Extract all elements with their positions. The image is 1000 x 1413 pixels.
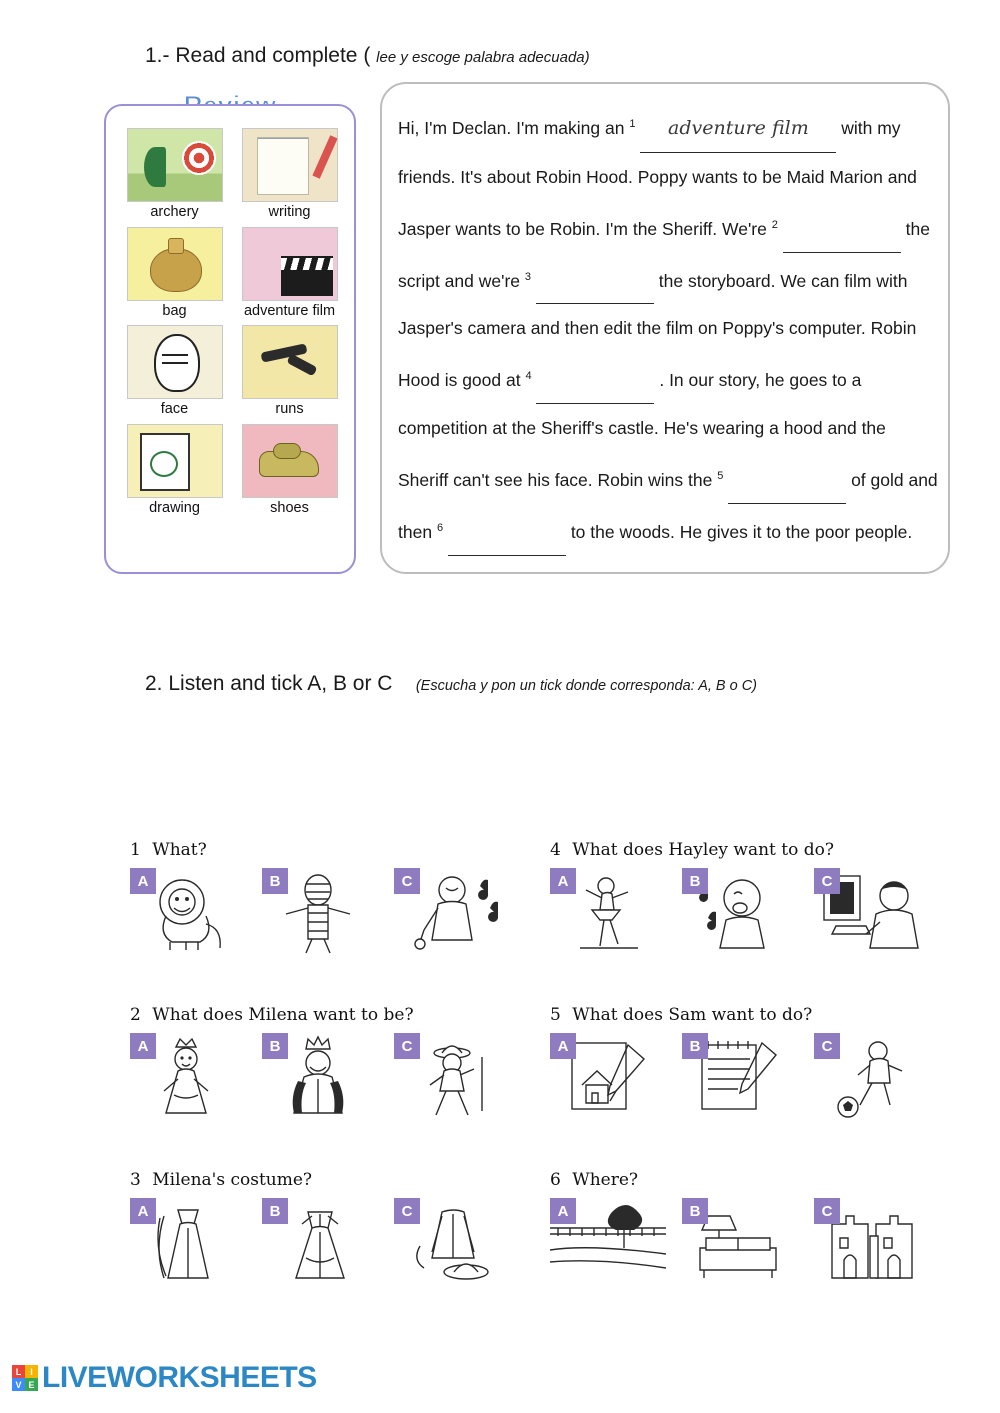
blank-4-number: 4 bbox=[525, 370, 532, 383]
word-bank-grid bbox=[122, 128, 342, 517]
text-segment-6: of gold and then bbox=[398, 470, 938, 542]
option-letter[interactable]: A bbox=[550, 868, 576, 894]
option-letter[interactable]: B bbox=[682, 868, 708, 894]
blank-1-number: 1 bbox=[629, 118, 636, 130]
question-block-2 bbox=[130, 1005, 520, 1121]
exercise-1-hint: lee y escoge palabra adecuada) bbox=[376, 49, 590, 66]
option-c[interactable] bbox=[814, 868, 930, 956]
drawing-icon bbox=[127, 424, 223, 498]
question-number: 6 bbox=[550, 1170, 561, 1190]
option-a[interactable] bbox=[550, 868, 666, 956]
option-letter[interactable]: B bbox=[682, 1198, 708, 1224]
option-a[interactable] bbox=[130, 1198, 246, 1286]
question-title bbox=[550, 840, 940, 860]
question-block-1 bbox=[130, 840, 520, 956]
bag-icon bbox=[127, 227, 223, 301]
option-b[interactable] bbox=[682, 1198, 798, 1286]
question-block-5 bbox=[550, 1005, 940, 1121]
word-bank-item[interactable] bbox=[122, 424, 227, 517]
word-bank-item[interactable] bbox=[237, 227, 342, 320]
word-bank-item[interactable] bbox=[122, 325, 227, 418]
option-row bbox=[550, 1033, 940, 1121]
text-segment-2: with my friends. It's about Robin Hood. Poppy wants to be Maid Marion and Jasper wants to be Robin. I'm the Sheriff. We're bbox=[398, 117, 917, 239]
question-number: 4 bbox=[550, 840, 561, 860]
option-row bbox=[550, 868, 940, 956]
logo-squares-icon bbox=[12, 1365, 38, 1391]
text-segment-3: the script and we're bbox=[398, 218, 930, 291]
question-title bbox=[130, 1005, 520, 1025]
face-icon bbox=[127, 325, 223, 399]
shoes-icon bbox=[242, 424, 338, 498]
word-bank-item[interactable] bbox=[122, 227, 227, 320]
question-title bbox=[550, 1005, 940, 1025]
option-a[interactable] bbox=[130, 1033, 246, 1121]
question-number: 3 bbox=[130, 1170, 141, 1190]
option-row bbox=[130, 1033, 520, 1121]
text-segment-7: to the woods. He gives it to the poor people. bbox=[570, 521, 913, 542]
blank-3-number: 3 bbox=[524, 270, 532, 283]
writing-icon bbox=[242, 128, 338, 202]
option-letter[interactable]: B bbox=[262, 1033, 288, 1059]
logo-letter: E bbox=[25, 1378, 38, 1391]
logo-letter: I bbox=[25, 1365, 38, 1378]
option-row bbox=[130, 1198, 520, 1286]
option-letter[interactable]: B bbox=[262, 1198, 288, 1224]
option-letter[interactable]: C bbox=[814, 868, 840, 894]
question-text: Milena's costume? bbox=[152, 1170, 313, 1190]
option-a[interactable] bbox=[130, 868, 246, 956]
option-c[interactable] bbox=[394, 1198, 510, 1286]
option-letter[interactable]: A bbox=[130, 1198, 156, 1224]
archery-icon bbox=[127, 128, 223, 202]
question-number: 1 bbox=[130, 840, 141, 860]
running-legs-icon bbox=[242, 325, 338, 399]
option-b[interactable] bbox=[262, 868, 378, 956]
text-segment-1: Hi, I'm Declan. I'm making an bbox=[398, 117, 625, 138]
text-segment-4: the storyboard. We can film with Jasper's camera and then edit the film on Poppy's computer. Robin Hood is good at bbox=[398, 270, 917, 391]
text-segment-5: . In our story, he goes to a competition at the Sheriff's castle. He's wearing a hood and the Sheriff can't see his face. Robin wins the bbox=[398, 370, 886, 491]
blank-2-input[interactable] bbox=[783, 232, 901, 253]
question-text: What does Hayley want to do? bbox=[572, 840, 834, 860]
option-c[interactable] bbox=[394, 1033, 510, 1121]
blank-3-input[interactable] bbox=[536, 283, 654, 304]
film-clapperboard-icon bbox=[242, 227, 338, 301]
question-title bbox=[130, 840, 520, 860]
word-bank-item[interactable] bbox=[237, 128, 342, 221]
exercise-2-heading bbox=[145, 672, 757, 696]
question-text: Where? bbox=[572, 1170, 639, 1190]
question-text: What? bbox=[152, 840, 207, 860]
word-bank-label: face bbox=[160, 401, 189, 418]
question-text: What does Milena want to be? bbox=[152, 1005, 414, 1025]
word-bank-label: writing bbox=[268, 204, 311, 220]
word-bank-label: bag bbox=[162, 302, 187, 319]
word-bank-item[interactable] bbox=[237, 325, 342, 418]
reading-text bbox=[398, 100, 938, 556]
option-letter[interactable]: B bbox=[262, 868, 288, 894]
blank-5-input[interactable] bbox=[728, 483, 846, 504]
option-b[interactable] bbox=[262, 1198, 378, 1286]
option-letter[interactable]: C bbox=[814, 1198, 840, 1224]
option-c[interactable] bbox=[814, 1033, 930, 1121]
word-bank-label: drawing bbox=[149, 499, 200, 516]
word-bank-label: shoes bbox=[270, 499, 309, 516]
blank-5-number: 5 bbox=[717, 470, 724, 483]
option-letter[interactable]: C bbox=[394, 868, 420, 894]
brand-name: LIVEWORKSHEETS bbox=[42, 1361, 317, 1394]
word-bank-label: adventure film bbox=[243, 302, 336, 319]
option-letter[interactable]: A bbox=[130, 868, 156, 894]
exercise-1-number: 1.- bbox=[145, 44, 170, 67]
question-title bbox=[550, 1170, 940, 1190]
option-a[interactable] bbox=[550, 1198, 666, 1286]
exercise-1-heading bbox=[145, 44, 590, 68]
option-letter[interactable]: C bbox=[394, 1033, 420, 1059]
word-bank-item[interactable] bbox=[122, 128, 227, 221]
option-row bbox=[550, 1198, 940, 1286]
question-number: 2 bbox=[130, 1005, 141, 1025]
word-bank-label: runs bbox=[275, 401, 304, 418]
option-a[interactable] bbox=[550, 1033, 666, 1121]
option-c[interactable] bbox=[394, 868, 510, 956]
option-row bbox=[130, 868, 520, 956]
exercise-2-hint: (Escucha y pon un tick donde corresponda: A, B o C) bbox=[415, 678, 758, 694]
question-title bbox=[130, 1170, 520, 1190]
word-bank-item[interactable] bbox=[237, 424, 342, 517]
option-letter[interactable]: A bbox=[550, 1033, 576, 1059]
blank-6-number: 6 bbox=[436, 522, 444, 535]
option-letter[interactable]: C bbox=[814, 1033, 840, 1059]
word-bank-card bbox=[104, 104, 356, 574]
logo-letter: V bbox=[12, 1378, 25, 1391]
option-letter[interactable]: A bbox=[130, 1033, 156, 1059]
exercise-2-title: 2. Listen and tick A, B or C bbox=[145, 672, 393, 695]
blank-1-answer[interactable]: adventure film bbox=[640, 104, 836, 153]
option-letter[interactable]: B bbox=[682, 1033, 708, 1059]
option-b[interactable] bbox=[682, 868, 798, 956]
question-block-4 bbox=[550, 840, 940, 956]
option-b[interactable] bbox=[262, 1033, 378, 1121]
word-bank-label: archery bbox=[150, 204, 199, 220]
option-b[interactable] bbox=[682, 1033, 798, 1121]
blank-2-number: 2 bbox=[771, 218, 778, 231]
liveworksheets-logo[interactable] bbox=[12, 1361, 317, 1395]
logo-letter: L bbox=[12, 1365, 25, 1378]
question-block-6 bbox=[550, 1170, 940, 1286]
question-block-3 bbox=[130, 1170, 520, 1286]
blank-4-input[interactable] bbox=[536, 383, 654, 404]
question-number: 5 bbox=[550, 1005, 561, 1025]
exercise-1-title: Read and complete ( bbox=[175, 44, 371, 67]
option-c[interactable] bbox=[814, 1198, 930, 1286]
option-letter[interactable]: A bbox=[550, 1198, 576, 1224]
blank-6-input[interactable] bbox=[448, 535, 566, 556]
question-text: What does Sam want to do? bbox=[572, 1005, 813, 1025]
option-letter[interactable]: C bbox=[394, 1198, 420, 1224]
